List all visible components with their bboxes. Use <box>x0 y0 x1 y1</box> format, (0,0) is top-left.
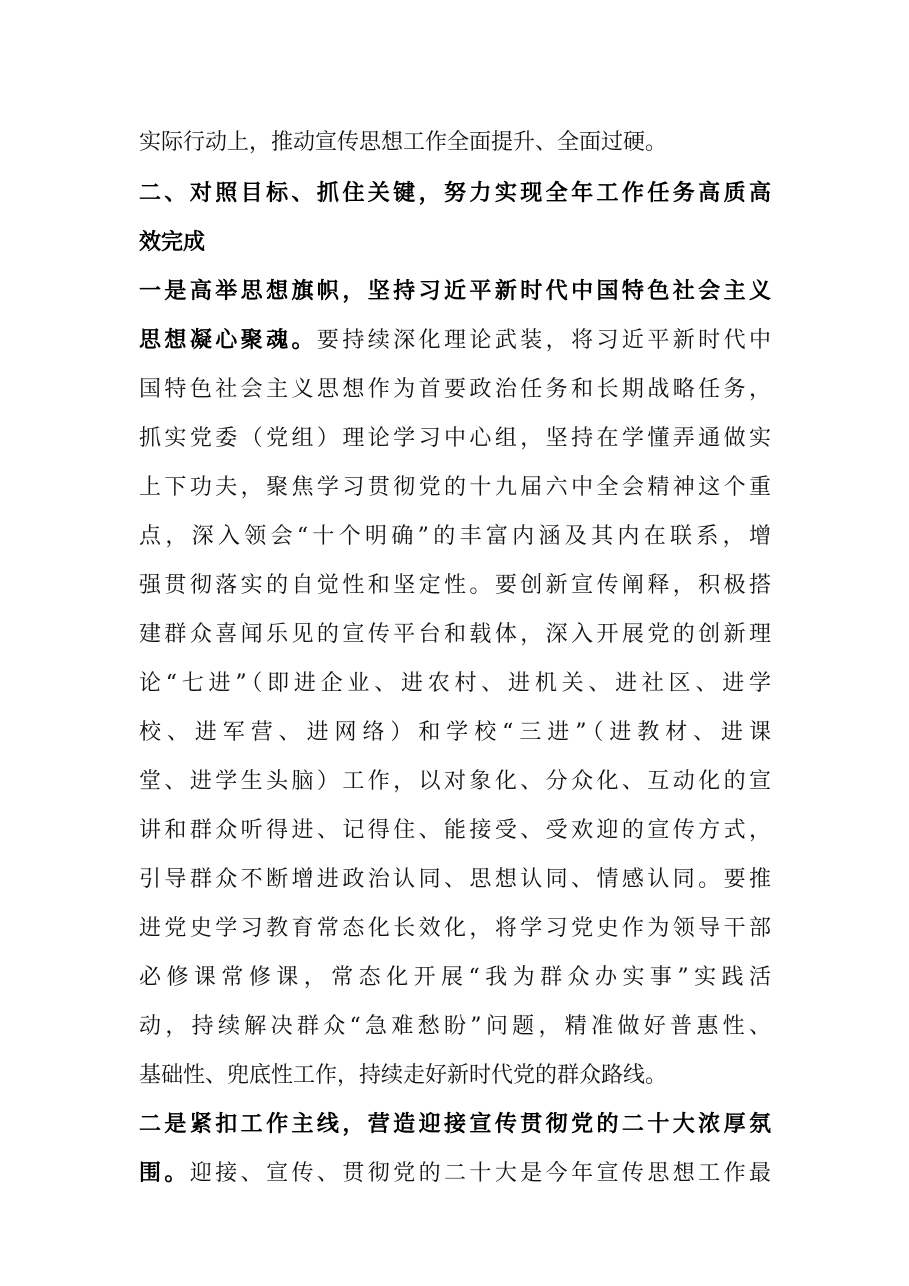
subheading-lead: 围。 <box>139 1161 190 1186</box>
paragraph-line: 实际行动上，推动宣传思想工作全面提升、全面过硬。 <box>139 130 668 155</box>
paragraph-line: 讲和群众听得进、记得住、能接受、受欢迎的宣传方式， <box>139 818 771 843</box>
paragraph-line: 必修课常修课，常态化开展“我为群众办实事”实践活 <box>139 965 771 990</box>
paragraph-line: 引导群众不断增进政治认同、思想认同、情感认同。要推 <box>139 867 771 892</box>
subheading-line-1: 一是高举思想旗帜，坚持习近平新时代中国特色社会主义 <box>139 279 771 304</box>
section-heading-line-2: 效完成 <box>139 230 206 255</box>
paragraph-line <box>139 321 771 361</box>
paragraph-line: 堂、进学生头脑）工作，以对象化、分众化、互动化的宣 <box>139 769 771 794</box>
paragraph-line: 点，深入领会“十个明确”的丰富内涵及其内在联系，增 <box>139 524 771 549</box>
paragraph-line: 动，持续解决群众“急难愁盼”问题，精准做好普惠性、 <box>139 1014 771 1039</box>
subheading-lead: 思想凝心聚魂。 <box>139 328 317 353</box>
paragraph-line: 基础性、兜底性工作，持续走好新时代党的群众路线。 <box>139 1063 668 1088</box>
paragraph-line: 上下功夫，聚焦学习贯彻党的十九届六中全会精神这个重 <box>139 475 771 500</box>
paragraph-line <box>139 1154 771 1194</box>
paragraph-line: 国特色社会主义思想作为首要政治任务和长期战略任务， <box>139 377 771 402</box>
paragraph-text: 要持续深化理论武装，将习近平新时代中 <box>316 328 771 353</box>
paragraph-line: 论“七进”（即进企业、进农村、进机关、进社区、进学 <box>139 671 771 696</box>
paragraph-line: 进党史学习教育常态化长效化，将学习党史作为领导干部 <box>139 916 771 941</box>
section-heading-line-1: 二、对照目标、抓住关键，努力实现全年工作任务高质高 <box>139 181 771 206</box>
paragraph-line: 建群众喜闻乐见的宣传平台和载体，深入开展党的创新理 <box>139 622 771 647</box>
paragraph-line: 强贯彻落实的自觉性和坚定性。要创新宣传阐释，积极搭 <box>139 573 771 598</box>
paragraph-text: 迎接、宣传、贯彻党的二十大是今年宣传思想工作最 <box>189 1161 771 1186</box>
paragraph-line: 抓实党委（党组）理论学习中心组，坚持在学懂弄通做实 <box>139 426 771 451</box>
paragraph-line: 校、进军营、进网络）和学校“三进”（进教材、进课 <box>139 720 771 745</box>
subheading-line-1: 二是紧扣工作主线，营造迎接宣传贯彻党的二十大浓厚氛 <box>139 1112 771 1137</box>
